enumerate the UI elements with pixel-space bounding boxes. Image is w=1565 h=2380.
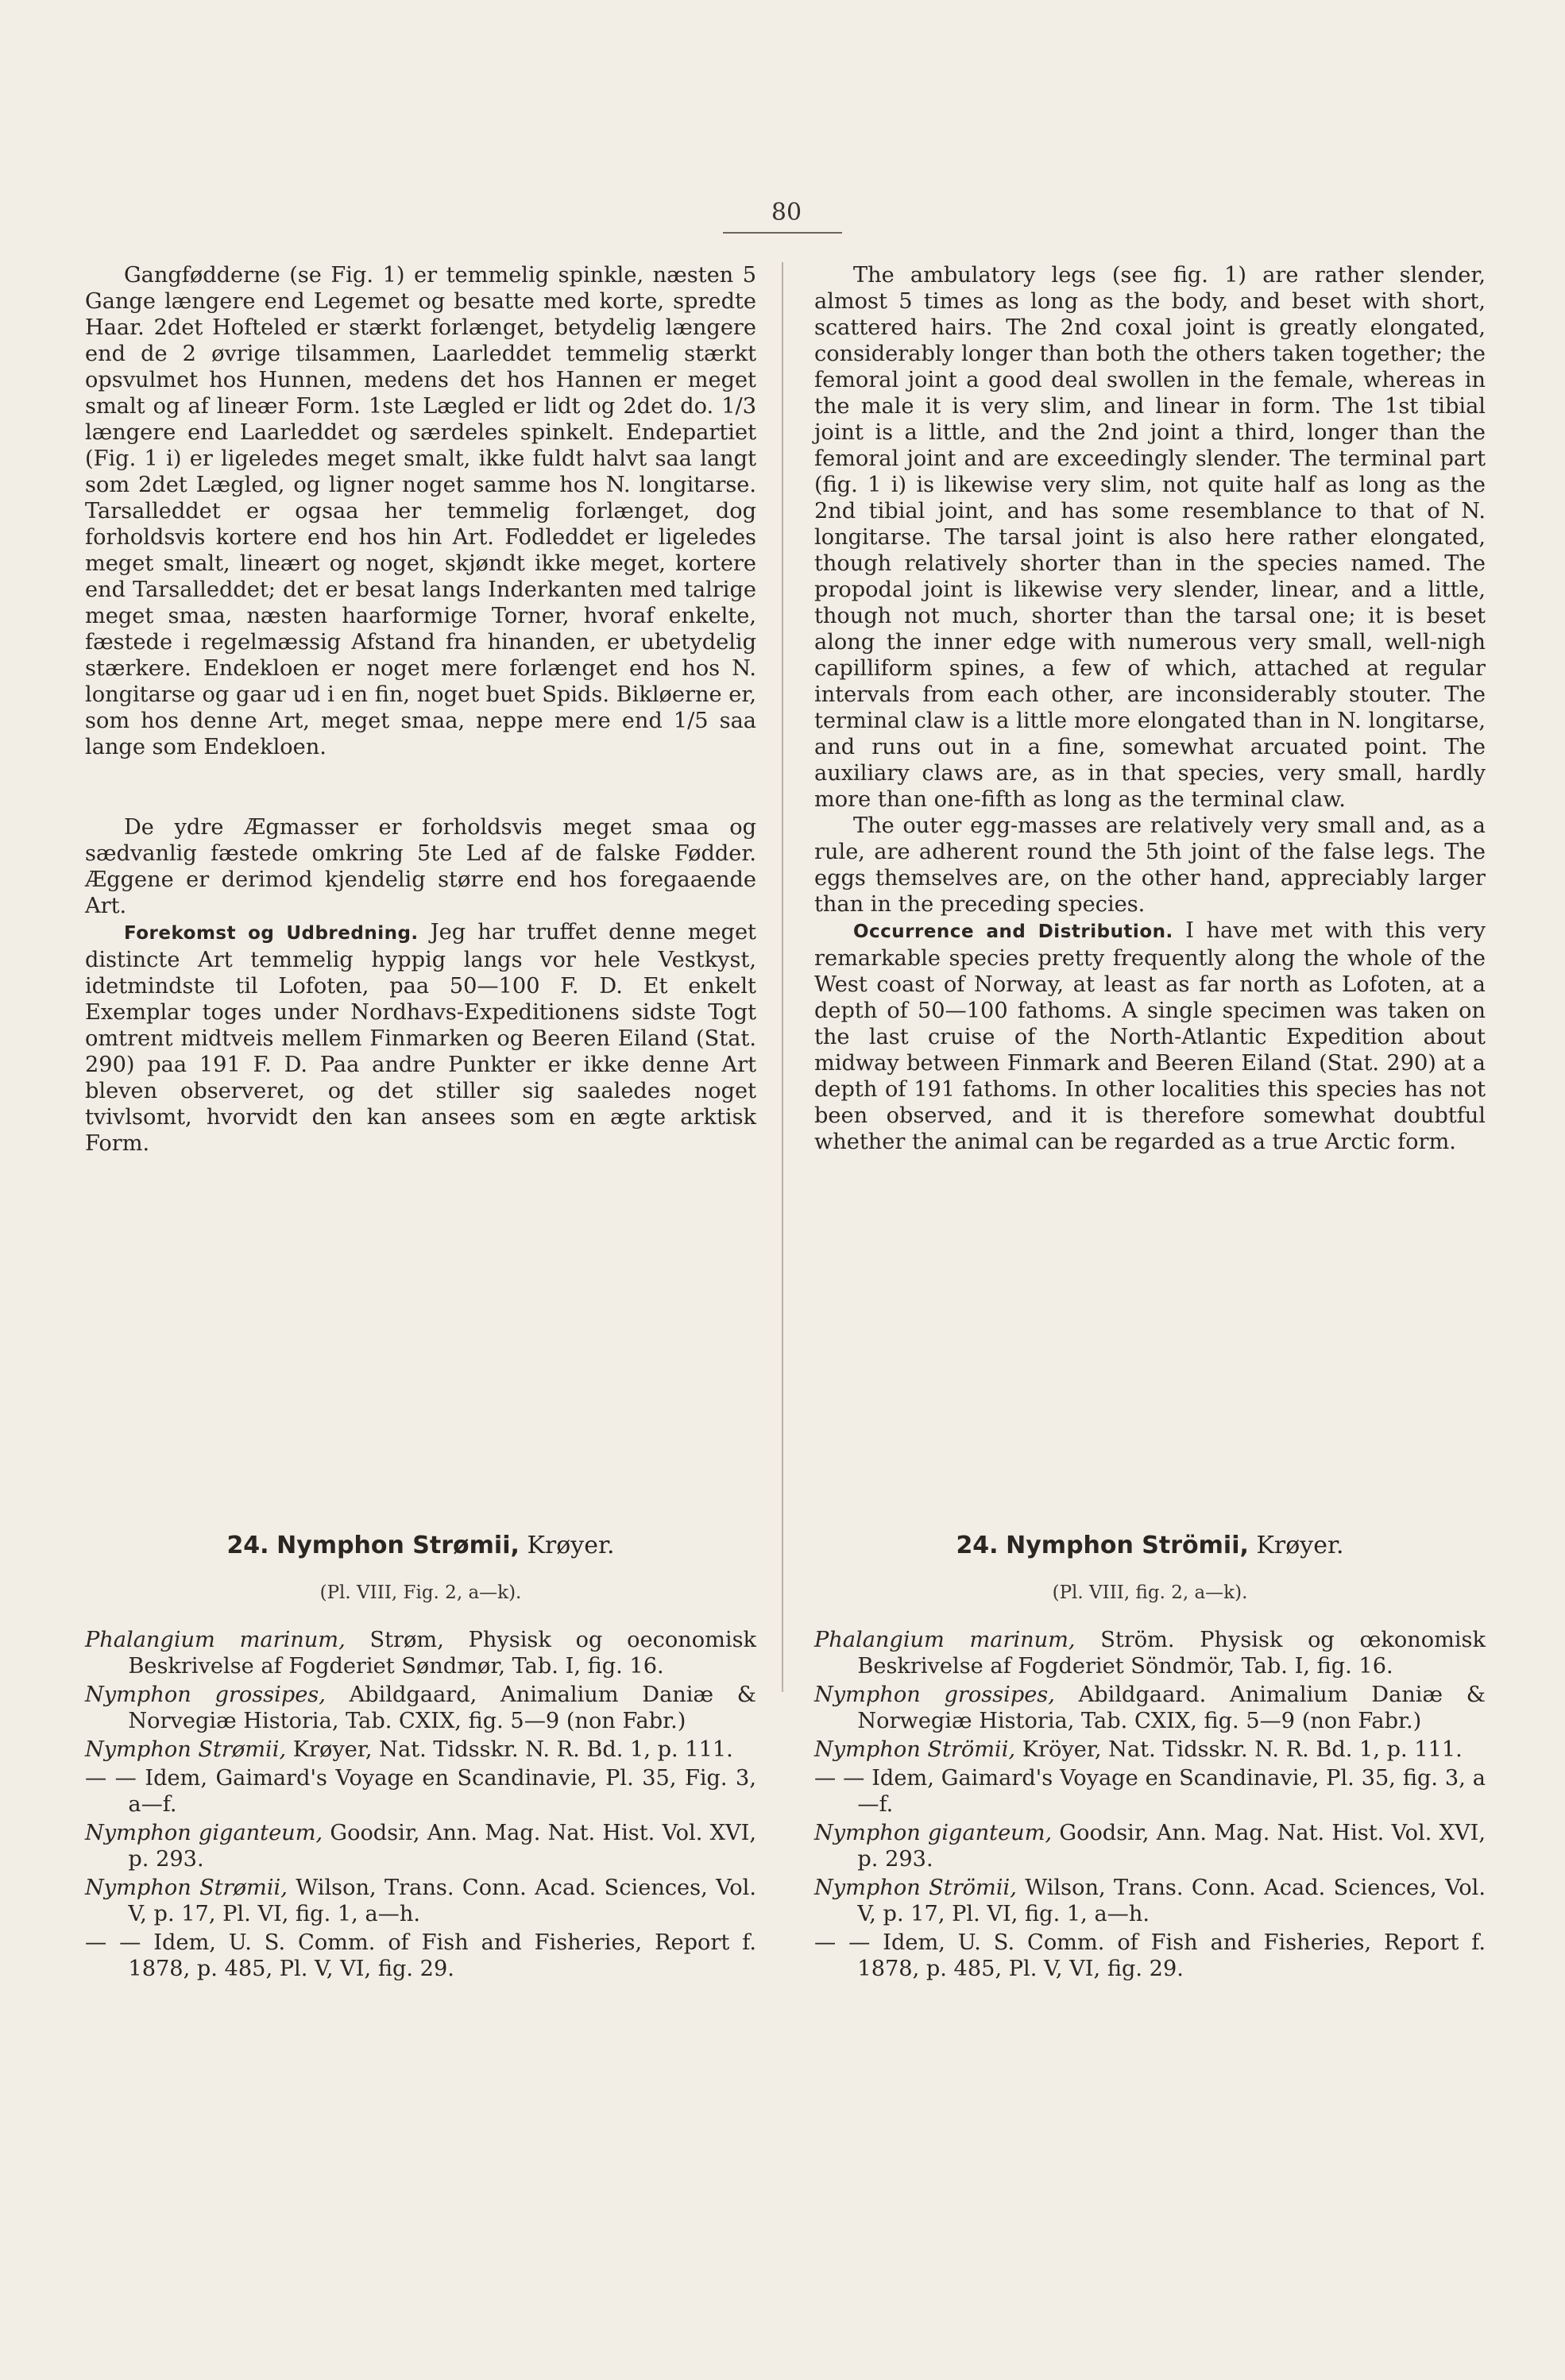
left-occurrence-text: Jeg har truffet denne meget distincte Art temmelig hyppig langs vor hele Vestkyst, idetmindste til Lofoten, paa 50—100 F. D. Et enkelt Exemplar toges under Nordhavs-Expeditionens sidste Togt omtrent midtveis mellem Finmarken og Beeren Eiland (Stat. 290) paa 191 F. D. Paa andre Punkter er ikke denne Art bleven observeret, og det stiller sig saaledes noget tvivlsomt, hvorvidt den kan ansees som en ægte arktisk Form. (85, 920, 756, 1156)
left-species-name: Nymphon Strømii, (276, 1532, 520, 1559)
synonymy-entry: — — Idem, Gaimard's Voyage en Scandinavie, Pl. 35, Fig. 3, a—f. (85, 1766, 756, 1817)
left-para-eggs: De ydre Ægmasser er forholdsvis meget smaa og sædvanlig fæstede omkring 5te Led af de falske Fødder. Æggene er derimod kjendelig større end hos foregaaende Art. (85, 815, 756, 918)
right-plate-reference: (Pl. VIII, fig. 2, a—k). (1052, 1582, 1248, 1603)
page-number-rule (723, 232, 842, 234)
synonymy-entry: — — Idem, U. S. Comm. of Fish and Fisheries, Report f. 1878, p. 485, Pl. V, VI, fig. 29. (814, 1930, 1486, 1981)
synonymy-entry: Nymphon giganteum, Goodsir, Ann. Mag. Nat. Hist. Vol. XVI, p. 293. (814, 1821, 1486, 1872)
right-species-author: Krøyer. (1256, 1532, 1344, 1559)
synonymy-entry: Nymphon Strömii, Kröyer, Nat. Tidsskr. N. R. Bd. 1, p. 111. (814, 1737, 1463, 1762)
left-species-author: Krøyer. (527, 1532, 615, 1559)
left-para-legs: Gangfødderne (se Fig. 1) er temmelig spinkle, næsten 5 Gange længere end Legemet og besatte med korte, spredte Haar. 2det Hofteled er stærkt forlænget, betydelig længere end de 2 øvrige tilsammen, Laarleddet temmelig stærkt opsvulmet hos Hunnen, medens det hos Hannen er meget smalt og af lineær Form. 1ste Lægled er lidt og 2det do. 1/3 længere end Laarleddet og særdeles spinkelt. Endepartiet (Fig. 1 i) er ligeledes meget smalt, ikke fuldt halvt saa langt som 2det Lægled, og ligner noget samme hos N. longitarse. Tarsalleddet er ogsaa her temmelig forlænget, dog forholdsvis kortere end hos hin Art. Fodleddet er ligeledes meget smalt, lineært og noget, skjøndt ikke meget, kortere end Tarsalleddet; det er besat langs Inderkanten med talrige meget smaa, næsten haarformige Torner, hvoraf enkelte, fæstede i regelmæssig Afstand fra hinanden, er ubetydelig stærkere. Endekloen er noget mere forlænget end hos N. longitarse og gaar ud i en fin, noget buet Spids. Bikløerne er, som hos denne Art, meget smaa, neppe mere end 1/5 saa lange som Endekloen. (85, 263, 756, 759)
synonymy-entry: Nymphon grossipes, Abildgaard. Animalium Daniæ & Norwegiæ Historia, Tab. CXIX, fig. 5—9 (non Fabr.) (814, 1683, 1486, 1733)
page-number: 80 (771, 199, 802, 226)
right-species-number: 24. (956, 1532, 999, 1559)
right-synonymy-list (814, 1627, 1486, 1984)
synonymy-entry: — — Idem, U. S. Comm. of Fish and Fisheries, Report f. 1878, p. 485, Pl. V, VI, fig. 29. (85, 1930, 756, 1981)
synonymy-entry: Nymphon Strömii, Wilson, Trans. Conn. Acad. Sciences, Vol. V, p. 17, Pl. VI, fig. 1, a—h. (814, 1876, 1486, 1926)
left-column-text (85, 262, 756, 1157)
right-column-text (814, 262, 1486, 1155)
right-occurrence-heading: Occurrence and Distribution. (852, 921, 1173, 942)
right-para-legs: The ambulatory legs (see fig. 1) are rather slender, almost 5 times as long as the body, and beset with short, scattered hairs. The 2nd coxal joint is greatly elongated, considerably longer than both the others taken together; the femoral joint a good deal swollen in the female, whereas in the male it is very slim, and linear in form. The 1st tibial joint is a little, and the 2nd joint a third, longer than the femoral joint and are exceedingly slender. The terminal part (fig. 1 i) is likewise very slim, not quite half as long as the 2nd tibial joint, and has some resemblance to that of N. longitarse. The tarsal joint is also here rather elongated, though relatively shorter than in the species named. The propodal joint is likewise very slender, linear, and a little, though not much, shorter than the tarsal one; it is beset along the inner edge with numerous very small, well-nigh capilliform spines, a few of which, attached at regular intervals from each other, are inconsiderably stouter. The terminal claw is a little more elongated than in N. longitarse, and runs out in a fine, somewhat arcuated point. The auxiliary claws are, as in that species, very small, hardly more than one-fifth as long as the terminal claw. (814, 263, 1486, 812)
synonymy-entry: Phalangium marinum, Strøm, Physisk og oeconomisk Beskrivelse af Fogderiet Søndmør, Tab. I, fig. 16. (85, 1628, 756, 1679)
left-para-occurrence (85, 919, 756, 1157)
synonymy-entry: Nymphon giganteum, Goodsir, Ann. Mag. Nat. Hist. Vol. XVI, p. 293. (85, 1821, 756, 1872)
column-divider (782, 262, 783, 1692)
right-para-occurrence (814, 918, 1486, 1155)
right-species-name: Nymphon Strömii, (1006, 1532, 1249, 1559)
synonymy-entry: Nymphon grossipes, Abildgaard, Animalium Daniæ & Norvegiæ Historia, Tab. CXIX, fig. 5—9 (non Fabr.) (85, 1683, 756, 1733)
right-species-heading (814, 1532, 1486, 1559)
left-species-heading (85, 1532, 756, 1559)
synonymy-entry: Nymphon Strømii, Wilson, Trans. Conn. Acad. Sciences, Vol. V, p. 17, Pl. VI, fig. 1, a—h. (85, 1876, 756, 1926)
left-synonymy-list (85, 1627, 756, 1984)
synonymy-entry: — — Idem, Gaimard's Voyage en Scandinavie, Pl. 35, fig. 3, a—f. (814, 1766, 1486, 1817)
left-occurrence-heading: Forekomst og Udbredning. (123, 923, 419, 944)
synonymy-entry: Nymphon Strømii, Krøyer, Nat. Tidsskr. N. R. Bd. 1, p. 111. (85, 1737, 733, 1762)
left-species-number: 24. (226, 1532, 269, 1559)
right-para-eggs: The outer egg-masses are relatively very small and, as a rule, are adherent round the 5th joint of the false legs. The eggs themselves are, on the other hand, appreciably larger than in the preceding species. (814, 813, 1486, 917)
left-plate-reference: (Pl. VIII, Fig. 2, a—k). (319, 1582, 522, 1603)
right-occurrence-text: I have met with this very remarkable species pretty frequently along the whole of the West coast of Norway, at least as far north as Lofoten, at a depth of 50—100 fathoms. A single specimen was taken on the last cruise of the North-Atlantic Expedition about midway between Finmark and Beeren Eiland (Stat. 290) at a depth of 191 fathoms. In other localities this species has not been observed, and it is therefore somewhat doubtful whether the animal can be regarded as a true Arctic form. (814, 918, 1486, 1154)
synonymy-entry: Phalangium marinum, Ström. Physisk og œkonomisk Beskrivelse af Fogderiet Söndmör, Tab. I, fig. 16. (814, 1628, 1486, 1679)
